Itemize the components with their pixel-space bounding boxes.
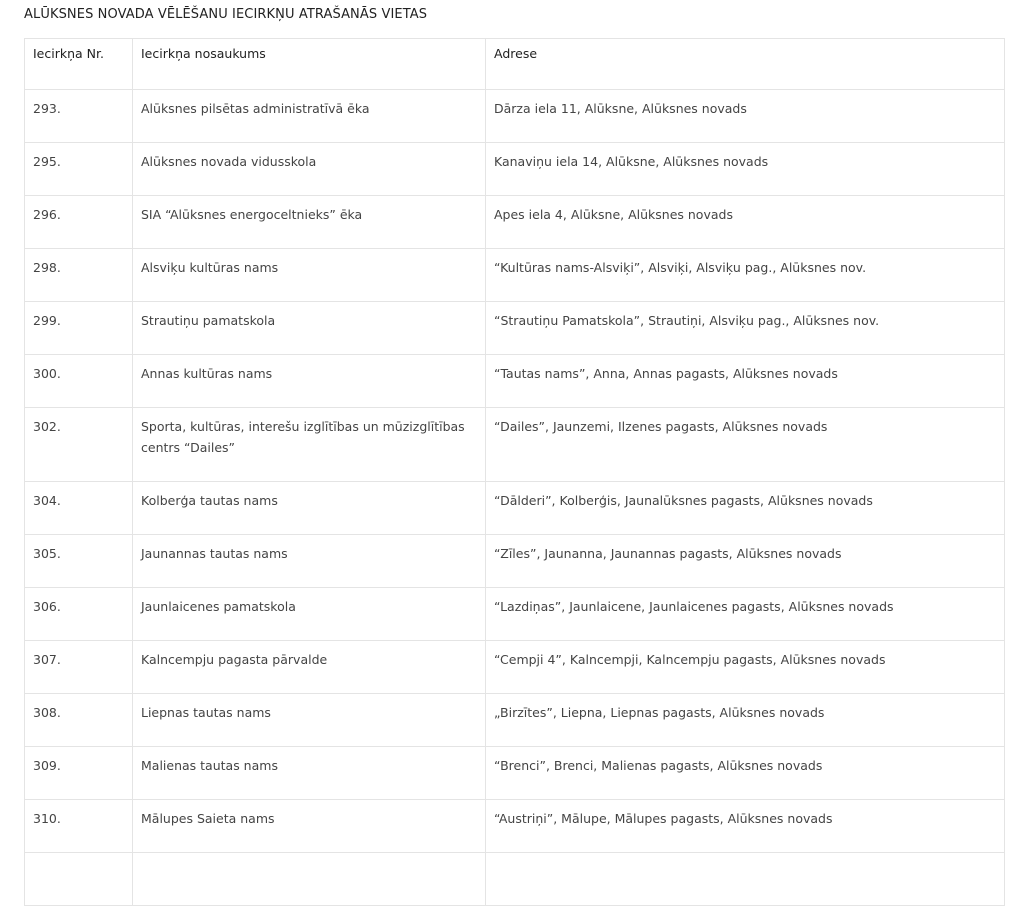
cell-station-number: 310. bbox=[25, 800, 133, 853]
cell-station-number: 307. bbox=[25, 641, 133, 694]
table-row bbox=[25, 355, 1005, 408]
header-row bbox=[25, 39, 1005, 90]
cell-station-number: 299. bbox=[25, 302, 133, 355]
cell-station-number: 306. bbox=[25, 588, 133, 641]
table-row bbox=[25, 535, 1005, 588]
table-row bbox=[25, 853, 1005, 906]
table-row bbox=[25, 143, 1005, 196]
table-row bbox=[25, 249, 1005, 302]
cell-station-name: SIA “Alūksnes energoceltnieks” ēka bbox=[133, 196, 486, 249]
cell-address: Kanaviņu iela 14, Alūksne, Alūksnes novads bbox=[486, 143, 1005, 196]
cell-station-number: 308. bbox=[25, 694, 133, 747]
cell-station-number: 295. bbox=[25, 143, 133, 196]
cell-station-name: Alūksnes pilsētas administratīvā ēka bbox=[133, 90, 486, 143]
cell-address: “Lazdiņas”, Jaunlaicene, Jaunlaicenes pagasts, Alūksnes novads bbox=[486, 588, 1005, 641]
cell-address: “Dālderi”, Kolberģis, Jaunalūksnes pagasts, Alūksnes novads bbox=[486, 482, 1005, 535]
cell-address: “Dailes”, Jaunzemi, Ilzenes pagasts, Alūksnes novads bbox=[486, 408, 1005, 482]
table-row bbox=[25, 694, 1005, 747]
table-row bbox=[25, 747, 1005, 800]
table-row bbox=[25, 90, 1005, 143]
cell-address: „Birzītes”, Liepna, Liepnas pagasts, Alūksnes novads bbox=[486, 694, 1005, 747]
cell-address: “Zīles”, Jaunanna, Jaunannas pagasts, Alūksnes novads bbox=[486, 535, 1005, 588]
cell-station-name: Mālupes Saieta nams bbox=[133, 800, 486, 853]
cell-station-number: 304. bbox=[25, 482, 133, 535]
cell-station-name: Sporta, kultūras, interešu izglītības un mūzizglītības centrs “Dailes” bbox=[133, 408, 486, 482]
cell-station-name bbox=[133, 853, 486, 906]
table-row bbox=[25, 641, 1005, 694]
header-station-name: Iecirkņa nosaukums bbox=[133, 39, 486, 90]
table-row bbox=[25, 482, 1005, 535]
cell-address: “Austriņi”, Mālupe, Mālupes pagasts, Alūksnes novads bbox=[486, 800, 1005, 853]
cell-station-number: 300. bbox=[25, 355, 133, 408]
cell-station-number: 305. bbox=[25, 535, 133, 588]
cell-station-number: 293. bbox=[25, 90, 133, 143]
table-row bbox=[25, 588, 1005, 641]
cell-address bbox=[486, 853, 1005, 906]
cell-station-name: Alsviķu kultūras nams bbox=[133, 249, 486, 302]
table-row bbox=[25, 196, 1005, 249]
cell-station-number: 298. bbox=[25, 249, 133, 302]
cell-address: Dārza iela 11, Alūksne, Alūksnes novads bbox=[486, 90, 1005, 143]
cell-station-number bbox=[25, 853, 133, 906]
cell-station-number: 309. bbox=[25, 747, 133, 800]
header-station-number: Iecirkņa Nr. bbox=[25, 39, 133, 90]
cell-station-name: Malienas tautas nams bbox=[133, 747, 486, 800]
cell-address: “Tautas nams”, Anna, Annas pagasts, Alūksnes novads bbox=[486, 355, 1005, 408]
table-header bbox=[25, 39, 1005, 90]
cell-station-name: Jaunannas tautas nams bbox=[133, 535, 486, 588]
cell-station-name: Kolberģa tautas nams bbox=[133, 482, 486, 535]
cell-station-name: Strautiņu pamatskola bbox=[133, 302, 486, 355]
cell-station-name: Alūksnes novada vidusskola bbox=[133, 143, 486, 196]
header-address: Adrese bbox=[486, 39, 1005, 90]
cell-station-number: 296. bbox=[25, 196, 133, 249]
cell-address: “Strautiņu Pamatskola”, Strautiņi, Alsviķu pag., Alūksnes nov. bbox=[486, 302, 1005, 355]
cell-station-name: Jaunlaicenes pamatskola bbox=[133, 588, 486, 641]
page-title: ALŪKSNES NOVADA VĒLĒŠANU IECIRKŅU ATRAŠANĀS VIETAS bbox=[24, 7, 428, 22]
polling-stations-table bbox=[24, 38, 1005, 906]
table-row bbox=[25, 408, 1005, 482]
table-body bbox=[25, 90, 1005, 906]
cell-station-name: Kalncempju pagasta pārvalde bbox=[133, 641, 486, 694]
table-row bbox=[25, 800, 1005, 853]
polling-stations-table-container bbox=[24, 38, 1004, 906]
cell-address: “Brenci”, Brenci, Malienas pagasts, Alūksnes novads bbox=[486, 747, 1005, 800]
cell-address: “Kultūras nams-Alsviķi”, Alsviķi, Alsviķu pag., Alūksnes nov. bbox=[486, 249, 1005, 302]
cell-address: “Cempji 4”, Kalncempji, Kalncempju pagasts, Alūksnes novads bbox=[486, 641, 1005, 694]
cell-station-number: 302. bbox=[25, 408, 133, 482]
cell-station-name: Annas kultūras nams bbox=[133, 355, 486, 408]
cell-station-name: Liepnas tautas nams bbox=[133, 694, 486, 747]
cell-address: Apes iela 4, Alūksne, Alūksnes novads bbox=[486, 196, 1005, 249]
table-row bbox=[25, 302, 1005, 355]
